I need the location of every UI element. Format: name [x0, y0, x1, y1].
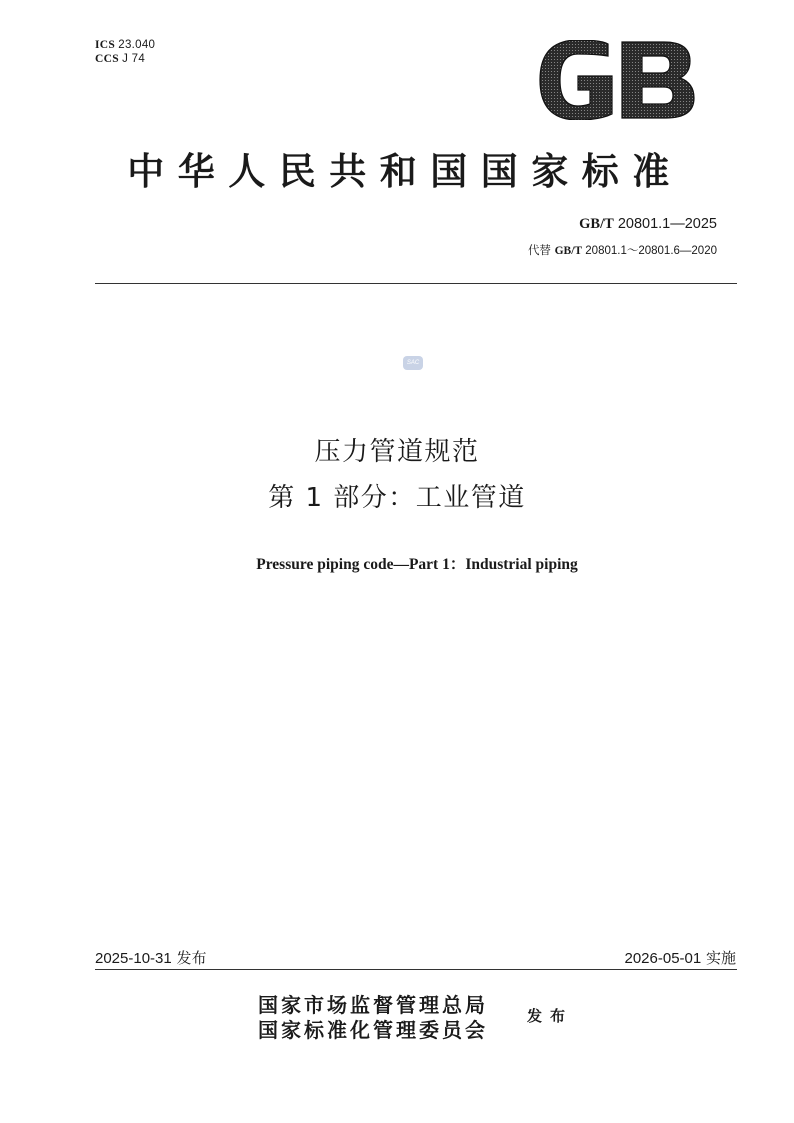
ccs-line	[95, 52, 155, 66]
publish-label: 发布	[527, 1007, 574, 1025]
ics-code: 23.040	[118, 39, 156, 51]
effective-date-suffix: 实施	[701, 949, 736, 967]
ics-label: ICS	[95, 39, 116, 51]
top-divider	[95, 283, 737, 284]
standard-number	[579, 216, 717, 233]
national-standard-title: 中华人民共和国国家标准	[127, 150, 683, 193]
standard-code: 20801.1—2025	[613, 216, 717, 232]
replaces-code: 20801.1～20801.6—2020	[582, 245, 717, 257]
issue-date-suffix: 发布	[171, 949, 207, 967]
effective-date	[624, 947, 736, 968]
ics-line	[95, 38, 155, 52]
issuing-authorities	[258, 993, 488, 1043]
issue-date-value: 2025-10-31	[95, 950, 172, 967]
document-title-line2: 第 1 部分：工业管道	[268, 483, 526, 513]
issuer-line-1: 国家市场监督管理总局	[258, 993, 488, 1017]
ccs-label: CCS	[95, 53, 119, 65]
bottom-divider	[95, 969, 737, 970]
sac-watermark: SAC	[403, 356, 423, 370]
ccs-code: J 74	[122, 53, 146, 65]
standard-prefix: GB/T	[579, 216, 614, 232]
replaces-label: 代替	[527, 243, 555, 257]
gb-logo	[538, 40, 698, 120]
english-title: Pressure piping code—Part 1：Industrial piping	[256, 556, 578, 573]
replaces-note	[528, 242, 717, 258]
document-title-line1: 压力管道规范	[314, 437, 480, 467]
effective-date-value: 2026-05-01	[624, 950, 702, 967]
issuer-line-2: 国家标准化管理委员会	[258, 1018, 488, 1042]
issue-date	[95, 947, 207, 968]
replaces-prefix: GB/T	[554, 245, 583, 257]
classification-codes	[95, 38, 155, 66]
